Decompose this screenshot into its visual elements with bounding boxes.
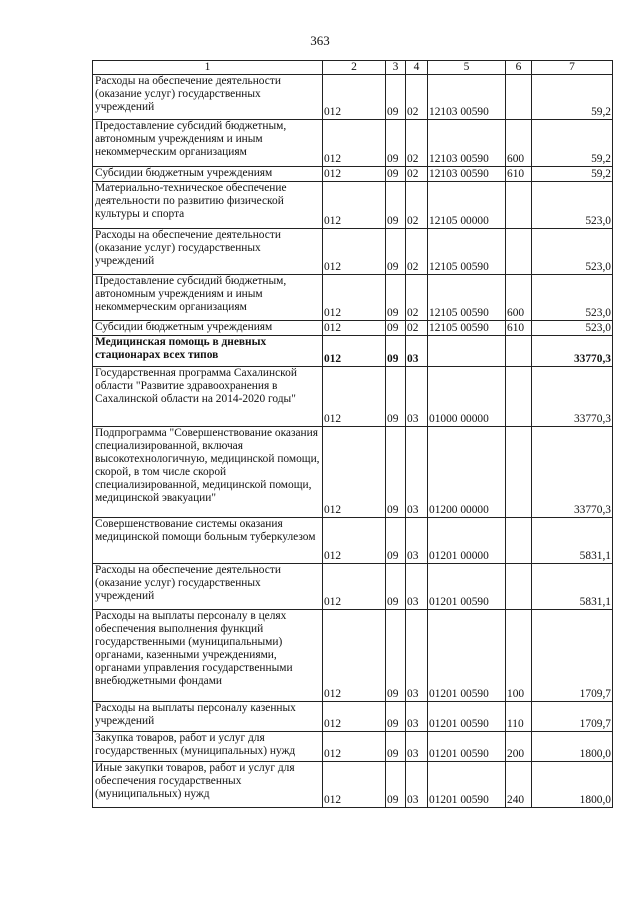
row-description: Материально-техническое обеспечение деятельности по развитию физической культуры и спорта: [93, 182, 323, 229]
col-header-7: 7: [532, 61, 613, 75]
row-description: Субсидии бюджетным учреждениям: [93, 321, 323, 336]
table-row: [93, 275, 613, 321]
row-section-code: 09: [386, 182, 406, 229]
row-amount: 59,2: [532, 75, 613, 120]
table-row: [93, 229, 613, 275]
row-expense-type: [506, 336, 532, 367]
row-admin-code: 012: [323, 229, 386, 275]
row-admin-code: 012: [323, 336, 386, 367]
row-section-code: 09: [386, 427, 406, 518]
budget-table: [92, 60, 613, 808]
row-expense-type: 200: [506, 732, 532, 762]
row-section-code: 09: [386, 732, 406, 762]
table-row: [93, 182, 613, 229]
row-subsection-code: 02: [406, 167, 428, 182]
row-admin-code: 012: [323, 427, 386, 518]
row-expense-type: 610: [506, 321, 532, 336]
row-description: Государственная программа Сахалинской области "Развитие здравоохранения в Сахалинской области на 2014-2020 годы": [93, 367, 323, 427]
row-expense-type: 610: [506, 167, 532, 182]
row-description: Совершенствование системы оказания медицинской помощи больным туберкулезом: [93, 518, 323, 564]
row-subsection-code: 03: [406, 732, 428, 762]
row-admin-code: 012: [323, 75, 386, 120]
row-expense-type: 600: [506, 120, 532, 167]
row-subsection-code: 02: [406, 120, 428, 167]
row-amount: 33770,3: [532, 336, 613, 367]
row-amount: 1709,7: [532, 610, 613, 702]
row-expense-type: 240: [506, 762, 532, 808]
row-amount: 5831,1: [532, 564, 613, 610]
row-description: Расходы на обеспечение деятельности (оказание услуг) государственных учреждений: [93, 75, 323, 120]
row-target-article: 12105 00000: [428, 182, 506, 229]
row-target-article: 01000 00000: [428, 367, 506, 427]
row-expense-type: [506, 182, 532, 229]
row-description: Расходы на обеспечение деятельности (оказание услуг) государственных учреждений: [93, 564, 323, 610]
table-row: [93, 120, 613, 167]
table-row: [93, 610, 613, 702]
row-target-article: 01200 00000: [428, 427, 506, 518]
row-description: Предоставление субсидий бюджетным, автономным учреждениям и иным некоммерческим организациям: [93, 275, 323, 321]
row-section-code: 09: [386, 336, 406, 367]
row-amount: 523,0: [532, 321, 613, 336]
row-section-code: 09: [386, 120, 406, 167]
row-target-article: 12103 00590: [428, 167, 506, 182]
row-admin-code: 012: [323, 610, 386, 702]
row-admin-code: 012: [323, 518, 386, 564]
row-subsection-code: 03: [406, 427, 428, 518]
row-description: Закупка товаров, работ и услуг для государственных (муниципальных) нужд: [93, 732, 323, 762]
row-amount: 1800,0: [532, 762, 613, 808]
row-section-code: 09: [386, 321, 406, 336]
row-expense-type: [506, 427, 532, 518]
row-description: Расходы на выплаты персоналу казенных учреждений: [93, 702, 323, 732]
row-admin-code: 012: [323, 367, 386, 427]
row-target-article: 12103 00590: [428, 120, 506, 167]
row-section-code: 09: [386, 518, 406, 564]
table-row: [93, 167, 613, 182]
row-subsection-code: 02: [406, 182, 428, 229]
row-subsection-code: 02: [406, 275, 428, 321]
row-admin-code: 012: [323, 120, 386, 167]
page-number: 363: [310, 33, 330, 48]
row-amount: 5831,1: [532, 518, 613, 564]
row-target-article: 12103 00590: [428, 75, 506, 120]
row-admin-code: 012: [323, 564, 386, 610]
row-section-code: 09: [386, 167, 406, 182]
row-description: Предоставление субсидий бюджетным, автономным учреждениям и иным некоммерческим организациям: [93, 120, 323, 167]
col-header-4: 4: [406, 61, 428, 75]
table-row: [93, 518, 613, 564]
row-section-code: 09: [386, 762, 406, 808]
row-target-article: 01201 00590: [428, 610, 506, 702]
row-section-code: 09: [386, 367, 406, 427]
row-admin-code: 012: [323, 321, 386, 336]
row-admin-code: 012: [323, 732, 386, 762]
row-expense-type: 110: [506, 702, 532, 732]
row-subsection-code: 02: [406, 321, 428, 336]
row-amount: 1709,7: [532, 702, 613, 732]
table-row: [93, 702, 613, 732]
row-admin-code: 012: [323, 702, 386, 732]
row-section-code: 09: [386, 564, 406, 610]
row-admin-code: 012: [323, 182, 386, 229]
row-amount: 523,0: [532, 229, 613, 275]
row-target-article: 12105 00590: [428, 275, 506, 321]
row-target-article: 12105 00590: [428, 321, 506, 336]
row-amount: 523,0: [532, 182, 613, 229]
row-admin-code: 012: [323, 275, 386, 321]
table-row: [93, 367, 613, 427]
table-header-row: [93, 61, 613, 75]
col-header-5: 5: [428, 61, 506, 75]
row-target-article: 01201 00590: [428, 762, 506, 808]
row-target-article: 01201 00000: [428, 518, 506, 564]
row-description: Расходы на обеспечение деятельности (оказание услуг) государственных учреждений: [93, 229, 323, 275]
row-admin-code: 012: [323, 762, 386, 808]
row-expense-type: [506, 229, 532, 275]
row-description: Иные закупки товаров, работ и услуг для обеспечения государственных (муниципальных) нужд: [93, 762, 323, 808]
row-expense-type: [506, 367, 532, 427]
table-row: [93, 732, 613, 762]
row-amount: 1800,0: [532, 732, 613, 762]
row-target-article: 01201 00590: [428, 564, 506, 610]
row-amount: 59,2: [532, 120, 613, 167]
row-admin-code: 012: [323, 167, 386, 182]
table-row: [93, 336, 613, 367]
table-row: [93, 564, 613, 610]
row-subsection-code: 03: [406, 518, 428, 564]
table-row: [93, 75, 613, 120]
row-amount: 33770,3: [532, 367, 613, 427]
row-target-article: [428, 336, 506, 367]
table-row: [93, 321, 613, 336]
row-expense-type: [506, 75, 532, 120]
table-row: [93, 427, 613, 518]
col-header-1: 1: [93, 61, 323, 75]
row-expense-type: 600: [506, 275, 532, 321]
row-section-code: 09: [386, 610, 406, 702]
row-section-code: 09: [386, 229, 406, 275]
row-section-code: 09: [386, 275, 406, 321]
row-section-code: 09: [386, 75, 406, 120]
row-target-article: 12105 00590: [428, 229, 506, 275]
row-description: Расходы на выплаты персоналу в целях обеспечения выполнения функций государственными (муниципальными) органами, казенными учреждениями, органами управления государственными внебюджетными фондами: [93, 610, 323, 702]
row-subsection-code: 03: [406, 367, 428, 427]
col-header-6: 6: [506, 61, 532, 75]
row-subsection-code: 02: [406, 75, 428, 120]
row-target-article: 01201 00590: [428, 702, 506, 732]
row-description: Субсидии бюджетным учреждениям: [93, 167, 323, 182]
row-section-code: 09: [386, 702, 406, 732]
row-subsection-code: 03: [406, 564, 428, 610]
row-amount: 59,2: [532, 167, 613, 182]
row-subsection-code: 03: [406, 336, 428, 367]
row-expense-type: [506, 564, 532, 610]
row-amount: 523,0: [532, 275, 613, 321]
row-subsection-code: 03: [406, 610, 428, 702]
table-row: [93, 762, 613, 808]
row-amount: 33770,3: [532, 427, 613, 518]
row-subsection-code: 02: [406, 229, 428, 275]
row-expense-type: 100: [506, 610, 532, 702]
row-target-article: 01201 00590: [428, 732, 506, 762]
row-description: Подпрограмма "Совершенствование оказания специализированной, включая высокотехнологичную, медицинской помощи, скорой, в том числе скорой специализированной, медицинской помощи, медицинской эвакуации": [93, 427, 323, 518]
row-subsection-code: 03: [406, 762, 428, 808]
col-header-2: 2: [323, 61, 386, 75]
col-header-3: 3: [386, 61, 406, 75]
row-description: Медицинская помощь в дневных стационарах всех типов: [93, 336, 323, 367]
row-expense-type: [506, 518, 532, 564]
row-subsection-code: 03: [406, 702, 428, 732]
